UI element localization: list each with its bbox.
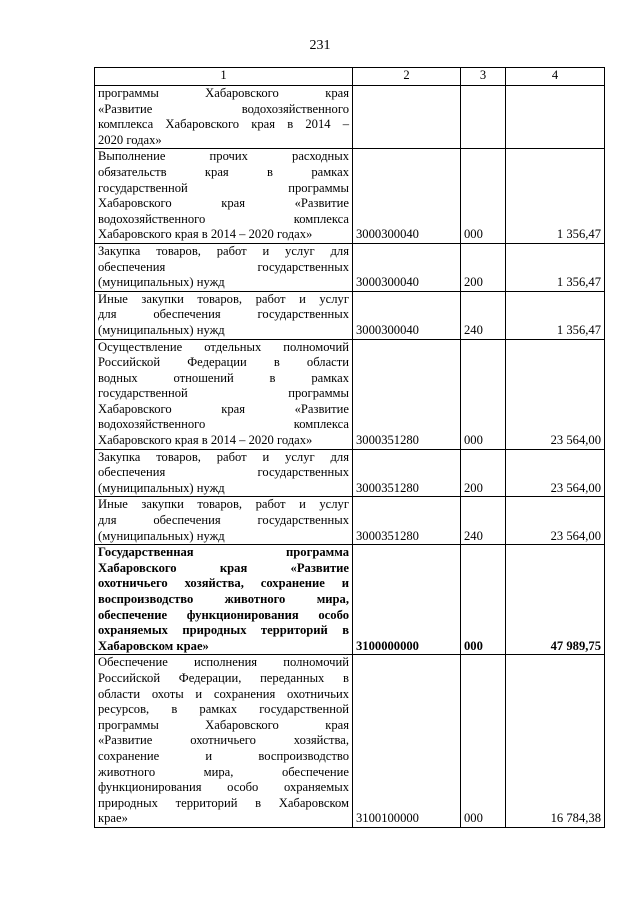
row-name-cell [95,449,353,497]
budget-table [94,67,605,828]
row-name-line: программы Хабаровского края [98,717,349,732]
row-name-line: комплекса Хабаровского края в 2014 – [98,117,349,132]
row-name-line: животного мира, обеспечение [98,764,349,779]
row-name-line: Иные закупки товаров, работ и услуг [98,291,349,306]
row-name-line: воспроизводство животного мира, [98,592,349,606]
row-name-line: для обеспечения государственных [98,307,349,322]
row-name-line: 2020 годах» [98,132,162,147]
row-sum-cell: 47 989,75 [506,545,605,655]
row-name-line: Осуществление отдельных полномочий [98,339,349,354]
row-name-line: Хабаровского края «Развитие [98,196,349,211]
row-code-cell: 3000300040 [353,243,461,291]
row-type-cell: 000 [461,655,506,828]
table-header-row [95,68,605,86]
row-code-cell: 3100100000 [353,655,461,828]
row-name-line: ресурсов, в рамках государственной [98,702,349,717]
row-name-line: природных территорий в Хабаровском [98,795,349,810]
row-name-line: для обеспечения государственных [98,513,349,528]
row-name-cell [95,497,353,545]
table-row [95,655,605,828]
row-name-cell [95,291,353,339]
row-code-cell: 3000351280 [353,339,461,449]
row-name-cell [95,149,353,244]
row-type-cell: 240 [461,497,506,545]
row-name-cell [95,339,353,449]
row-name-line: программы Хабаровского края [98,86,349,100]
row-name-line: водных отношений в рамках [98,370,349,385]
row-name-cell [95,86,353,149]
row-name-line: Хабаровского края в 2014 – 2020 годах» [98,433,313,448]
row-sum-cell: 16 784,38 [506,655,605,828]
row-name-line: (муниципальных) нужд [98,275,225,290]
row-name-line: государственной программы [98,386,349,401]
row-code-cell: 3000300040 [353,291,461,339]
row-name-line: Российской Федерации, переданных в [98,670,349,685]
row-type-cell: 000 [461,149,506,244]
row-name-line: обязательств края в рамках [98,164,349,179]
row-code-cell: 3000351280 [353,497,461,545]
row-name-line: государственной программы [98,180,349,195]
row-name-line: Хабаровского края в 2014 – 2020 годах» [98,227,313,242]
row-name-line: водохозяйственного комплекса [98,211,349,226]
row-name-line: Выполнение прочих расходных [98,149,349,164]
row-type-cell: 000 [461,339,506,449]
row-name-line: обеспечения государственных [98,259,349,274]
row-name-line: охраняемых природных территорий в [98,623,349,638]
table-row [95,243,605,291]
row-type-cell [461,86,506,149]
column-header-code: 2 [353,68,461,86]
row-name-line: «Развитие водохозяйственного [98,101,349,116]
row-name-line: «Развитие охотничьего хозяйства, [98,733,349,748]
row-type-cell: 200 [461,449,506,497]
row-name-line: охотничьего хозяйства, сохранение и [98,576,349,591]
row-name-line: обеспечение функционирования особо [98,607,349,622]
row-name-line: Российской Федерации в области [98,355,349,370]
table-row [95,497,605,545]
row-name-line: области охоты и сохранения охотничьих [98,686,349,701]
row-code-cell: 3000300040 [353,149,461,244]
row-name-line: Закупка товаров, работ и услуг для [98,243,349,258]
row-type-cell: 000 [461,545,506,655]
row-name-line: крае» [98,811,128,826]
table-row [95,339,605,449]
row-type-cell: 200 [461,243,506,291]
row-sum-cell: 1 356,47 [506,243,605,291]
row-name-line: (муниципальных) нужд [98,528,225,543]
row-name-line: Хабаровском крае» [98,638,209,653]
table-row [95,149,605,244]
column-header-name: 1 [95,68,353,86]
column-header-sum: 4 [506,68,605,86]
row-code-cell: 3000351280 [353,449,461,497]
row-name-line: (муниципальных) нужд [98,322,225,337]
table-row [95,449,605,497]
row-name-line: Хабаровского края «Развитие [98,560,349,575]
row-code-cell: 3100000000 [353,545,461,655]
row-type-cell: 240 [461,291,506,339]
table-row [95,291,605,339]
row-name-line: Закупка товаров, работ и услуг для [98,449,349,464]
table-row [95,545,605,655]
row-sum-cell: 1 356,47 [506,149,605,244]
column-header-type: 3 [461,68,506,86]
row-name-line: Государственная программа [98,545,349,560]
row-name-line: обеспечения государственных [98,465,349,480]
row-name-line: (муниципальных) нужд [98,480,225,495]
table-row [95,86,605,149]
row-name-line: Хабаровского края «Развитие [98,401,349,416]
row-sum-cell [506,86,605,149]
row-name-line: Обеспечение исполнения полномочий [98,655,349,670]
row-name-line: функционирования особо охраняемых [98,780,349,795]
row-name-cell [95,243,353,291]
row-name-line: водохозяйственного комплекса [98,417,349,432]
row-name-cell [95,655,353,828]
row-sum-cell: 23 564,00 [506,449,605,497]
row-code-cell [353,86,461,149]
row-name-cell [95,545,353,655]
page-number: 231 [309,38,331,53]
row-sum-cell: 1 356,47 [506,291,605,339]
row-name-line: сохранение и воспроизводство [98,748,349,763]
row-sum-cell: 23 564,00 [506,497,605,545]
row-sum-cell: 23 564,00 [506,339,605,449]
row-name-line: Иные закупки товаров, работ и услуг [98,497,349,512]
